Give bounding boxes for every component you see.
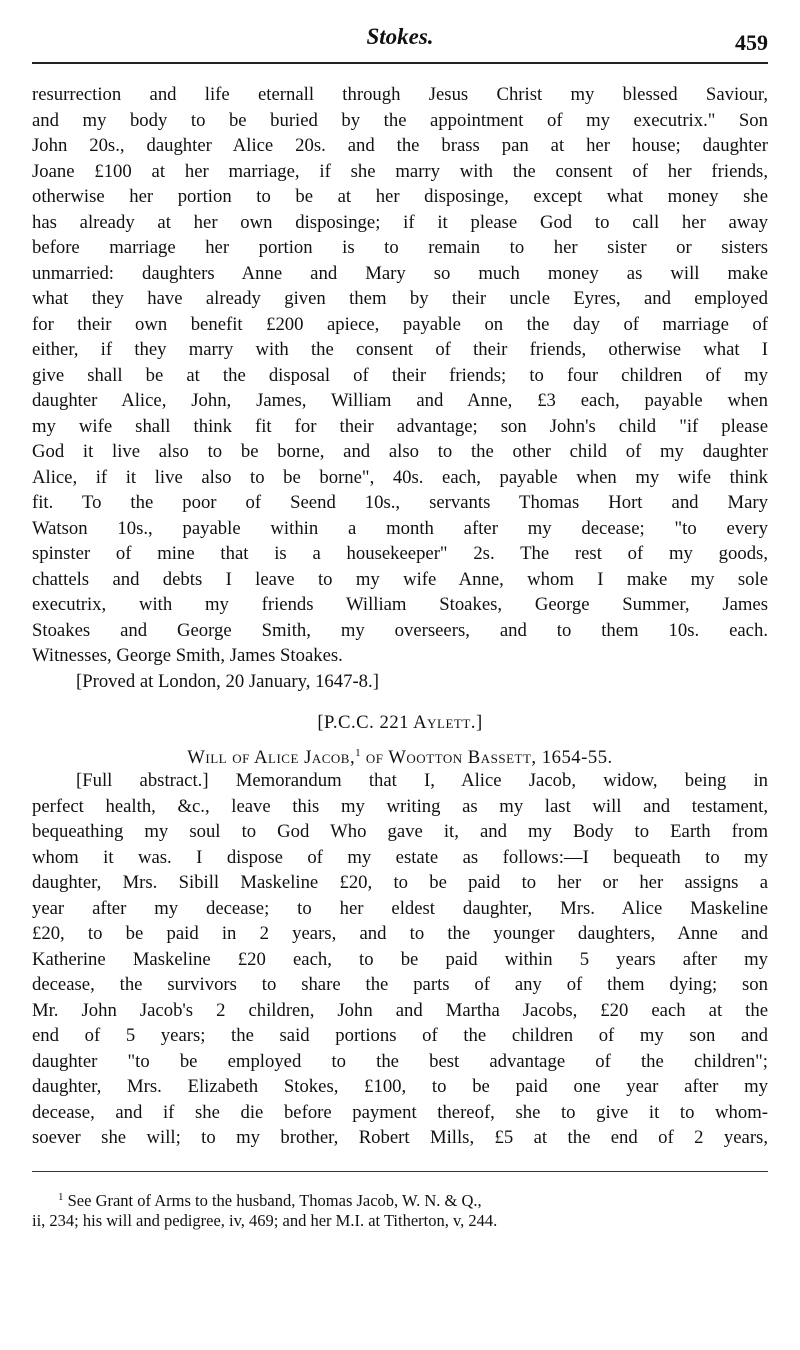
text-line: John 20s., daughter Alice 20s. and the brass pan at her house; daughter	[32, 135, 768, 156]
text-line: [Full abstract.] Memorandum that I, Alice Jacob, widow, being in	[76, 770, 768, 791]
text-line: year after my decease; to her eldest daughter, Mrs. Alice Maskeline	[32, 897, 768, 919]
will-heading-rest: of Wootton Bassett, 1654-55.	[360, 747, 613, 769]
text-line: Stoakes and George Smith, my overseers, and to them 10s. each.	[32, 619, 768, 641]
page-header	[32, 18, 768, 62]
pcc-reference: [P.C.C. 221 Aylett.]	[317, 712, 483, 733]
will-text-continued	[32, 82, 768, 1151]
text-line: God it live also to be borne, and also to the other child of my daughter	[32, 441, 768, 462]
text-line: Joane £100 at her marriage, if she marry with the consent of her friends,	[32, 160, 768, 182]
text-line: soever she will; to my brother, Robert Mills, £5 at the end of 2 years,	[32, 1127, 768, 1148]
text-line: £20, to be paid in 2 years, and to the younger daughters, Anne and	[32, 923, 768, 944]
will-heading-title: Will of Alice Jacob,	[187, 747, 356, 769]
footnote-reference: 1	[355, 747, 361, 759]
proved-note: [Proved at London, 20 January, 1647-8.]	[76, 670, 379, 692]
text-line: Watson 10s., payable within a month after my decease; "to every	[32, 517, 768, 539]
text-line: decease, and if she die before payment thereof, she to give it to whom-	[32, 1101, 768, 1123]
footnote-line: ii, 234; his will and pedigree, iv, 469; and her M.I. at Titherton, v, 244.	[32, 1210, 498, 1230]
text-line: bequeathing my soul to God Who gave it, and my Body to Earth from	[32, 821, 768, 842]
text-line: Mr. John Jacob's 2 children, John and Martha Jacobs, £20 each at the	[32, 999, 768, 1021]
text-line: otherwise her portion to be at her disposinge, except what money she	[32, 186, 768, 207]
text-line: unmarried: daughters Anne and Mary so much money as will make	[32, 262, 768, 284]
text-line: either, if they marry with the consent of their friends, otherwise what I	[32, 339, 768, 360]
footnote-mark: 1	[58, 1190, 64, 1203]
page-number: 459	[735, 30, 768, 55]
text-line: fit. To the poor of Seend 10s., servants Thomas Hort and Mary	[32, 492, 768, 513]
text-line: daughter "to be employed to the best advantage of the children";	[32, 1050, 768, 1072]
footnote-line: $^1$ See Grant of Arms to the husband, Thomas Jacob, W. N. & Q.,	[58, 1190, 482, 1210]
text-line: whom it was. I dispose of my estate as follows:—I bequeath to my	[32, 846, 768, 868]
text-line: Witnesses, George Smith, James Stoakes.	[32, 645, 343, 666]
text-line: my wife shall think fit for their advantage; son John's child "if please	[32, 415, 768, 437]
will-abstract-paragraph	[32, 768, 768, 1151]
text-line: spinster of mine that is a housekeeper" 2s. The rest of my goods,	[32, 543, 768, 564]
text-line: and my body to be buried by the appointment of my executrix." Son	[32, 109, 768, 131]
text-line: chattels and debts I leave to my wife Anne, whom I make my sole	[32, 568, 768, 590]
text-line: Alice, if it live also to be borne", 40s. each, payable when my wife think	[32, 466, 768, 488]
document-page	[32, 18, 768, 1232]
body-paragraph	[32, 82, 768, 669]
text-line: what they have already given them by their uncle Eyres, and employed	[32, 288, 768, 309]
text-line: resurrection and life eternall through Jesus Christ my blessed Saviour,	[32, 84, 768, 105]
running-title: Stokes.	[366, 24, 434, 49]
text-line: daughter, Mrs. Sibill Maskeline £20, to be paid to her or her assigns a	[32, 872, 768, 893]
text-line: give shall be at the disposal of their friends; to four children of my	[32, 364, 768, 386]
text-line: decease, the survivors to share the parts of any of them dying; son	[32, 974, 768, 995]
text-line: daughter, Mrs. Elizabeth Stokes, £100, to be paid one year after my	[32, 1076, 768, 1097]
text-line: end of 5 years; the said portions of the children of my son and	[32, 1025, 768, 1046]
text-line: before marriage her portion is to remain to her sister or sisters	[32, 237, 768, 258]
text-line: daughter Alice, John, James, William and Anne, £3 each, payable when	[32, 390, 768, 411]
will-heading	[32, 738, 768, 768]
text-line: executrix, with my friends William Stoakes, George Summer, James	[32, 594, 768, 615]
header-rule	[32, 62, 768, 64]
text-line: for their own benefit £200 apiece, payable on the day of marriage of	[32, 313, 768, 335]
text-line: Katherine Maskeline £20 each, to be paid within 5 years after my	[32, 948, 768, 970]
text-line: perfect health, &c., leave this my writing as my last will and testament,	[32, 795, 768, 817]
footnote-rule	[32, 1171, 768, 1172]
footnote	[32, 1186, 768, 1232]
text-line: has already at her own disposinge; if it please God to call her away	[32, 211, 768, 233]
